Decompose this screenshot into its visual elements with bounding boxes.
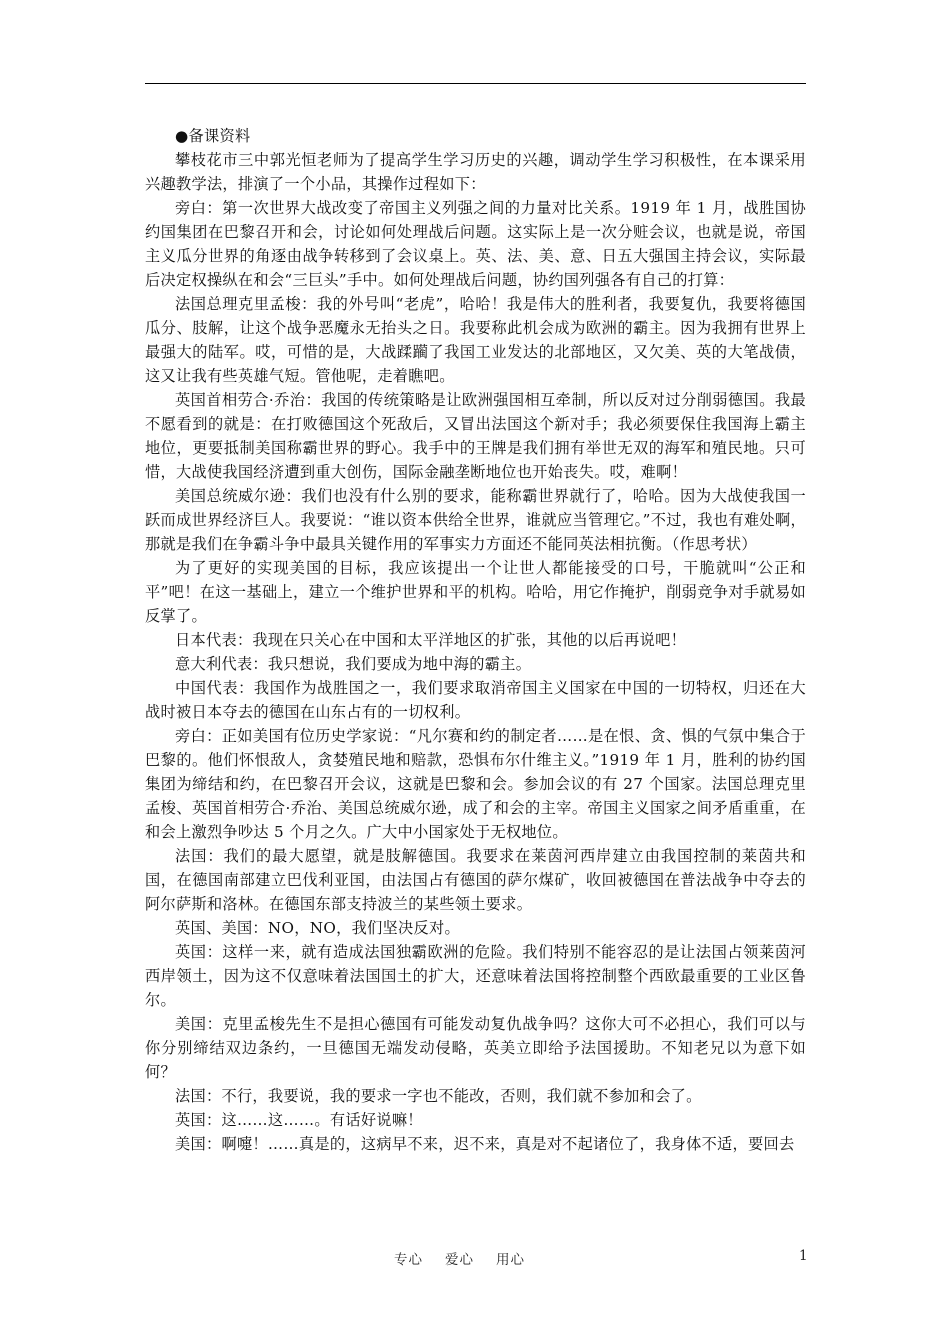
footer-motto xyxy=(394,1248,547,1268)
paragraph: 攀枝花市三中郭光恒老师为了提高学生学习历史的兴趣，调动学生学习积极性，在本课采用兴趣教学法，排演了一个小品，其操作过程如下： xyxy=(145,151,806,193)
paragraph: 美国总统威尔逊：我们也没有什么别的要求，能称霸世界就行了，哈哈。因为大战使我国一跃而成世界经济巨人。我要说：“谁以资本供给全世界，谁就应当管理它。”不过，我也有难处啊，那就是我们在争霸斗争中最具关键作用的军事实力方面还不能同英法相抗衡。（作思考状） xyxy=(145,487,806,553)
paragraph: 法国：我们的最大愿望，就是肢解德国。我要求在莱茵河西岸建立由我国控制的莱茵共和国，在德国南部建立巴伐利亚国，由法国占有德国的萨尔煤矿，收回被德国在普法战争中夺去的阿尔萨斯和洛林。在德国东部支持波兰的某些领土要求。 xyxy=(145,847,806,913)
header-rule xyxy=(145,83,806,84)
paragraph: 英国：这……这……。有话好说嘛！ xyxy=(175,1111,423,1129)
paragraph: 美国：啊嚏！……真是的，这病早不来，迟不来，真是对不起诸位了，我身体不适，要回去 xyxy=(175,1135,795,1153)
paragraph: 意大利代表：我只想说，我们要成为地中海的霸主。 xyxy=(175,655,532,673)
paragraph: 中国代表：我国作为战胜国之一，我们要求取消帝国主义国家在中国的一切特权，归还在大战时被日本夺去的德国在山东占有的一切权利。 xyxy=(145,679,806,721)
paragraph: 旁白：第一次世界大战改变了帝国主义列强之间的力量对比关系。1919 年 1 月，战胜国协约国集团在巴黎召开和会，讨论如何处理战后问题。这实际上是一次分赃会议，也就是说，帝国主义瓜分世界的角逐由战争转移到了会议桌上。英、法、美、意、日五大强国主持会议，实际最后决定权操纵在和会“三巨头”手中。如何处理战后问题，协约国列强各有自己的打算： xyxy=(145,199,806,289)
paragraph: 法国：不行，我要说，我的要求一字也不能改，否则，我们就不参加和会了。 xyxy=(175,1087,702,1105)
footer-motto-word: 专心 xyxy=(394,1252,423,1268)
paragraph: 法国总理克里孟梭：我的外号叫“老虎”，哈哈！我是伟大的胜利者，我要复仇，我要将德国瓜分、肢解，让这个战争恶魔永无抬头之日。我要称此机会成为欧洲的霸主。因为我拥有世界上最强大的陆军。哎，可惜的是，大战蹂躏了我国工业发达的北部地区，又欠美、英的大笔战债，这又让我有些英雄气短。管他呢，走着瞧吧。 xyxy=(145,295,806,385)
paragraph: 英国首相劳合·乔治：我国的传统策略是让欧洲强国相互牵制，所以反对过分削弱德国。我最不愿看到的就是：在打败德国这个死敌后，又冒出法国这个新对手；我必须要保住我国海上霸主地位，更要抵制美国称霸世界的野心。我手中的王牌是我们拥有举世无双的海军和殖民地。只可惜，大战使我国经济遭到重大创伤，国际金融垄断地位也开始丧失。哎，难啊！ xyxy=(145,391,806,481)
paragraph: 旁白：正如美国有位历史学家说：“凡尔赛和约的制定者……是在恨、贪、惧的气氛中集合于巴黎的。他们怀恨敌人，贪婪殖民地和赔款，恐惧布尔什维主义。”1919 年 1 月，胜利的协约国集团为缔结和约，在巴黎召开会议，这就是巴黎和会。参加会议的有 27 个国家。法国总理克里孟梭、英国首相劳合·乔治、美国总统威尔逊，成了和会的主宰。帝国主义国家之间矛盾重重，在和会上激烈争吵达 5 个月之久。广大中小国家处于无权地位。 xyxy=(145,727,806,841)
paragraph: 为了更好的实现美国的目标，我应该提出一个让世人都能接受的口号，干脆就叫“公正和平”吧！在这一基础上，建立一个维护世界和平的机构。哈哈，用它作掩护，削弱竞争对手就易如反掌了。 xyxy=(145,559,806,625)
paragraph: 英国：这样一来，就有造成法国独霸欧洲的危险。我们特别不能容忍的是让法国占领莱茵河西岸领土，因为这不仅意味着法国国土的扩大，还意味着法国将控制整个西欧最重要的工业区鲁尔。 xyxy=(145,943,806,1009)
footer-motto-word: 用心 xyxy=(496,1252,525,1268)
section-heading: ●备课资料 xyxy=(175,127,251,145)
footer-motto-word: 爱心 xyxy=(445,1252,474,1268)
paragraph: 英国、美国：NO，NO，我们坚决反对。 xyxy=(175,919,460,937)
paragraph: 美国：克里孟梭先生不是担心德国有可能发动复仇战争吗？这你大可不必担心，我们可以与你分别缔结双边条约，一旦德国无端发动侵略，英美立即给予法国援助。不知老兄以为意下如何？ xyxy=(145,1015,806,1081)
paragraph: 日本代表：我现在只关心在中国和太平洋地区的扩张，其他的以后再说吧！ xyxy=(175,631,687,649)
document-body xyxy=(145,124,806,1156)
page-number: 1 xyxy=(799,1248,808,1264)
